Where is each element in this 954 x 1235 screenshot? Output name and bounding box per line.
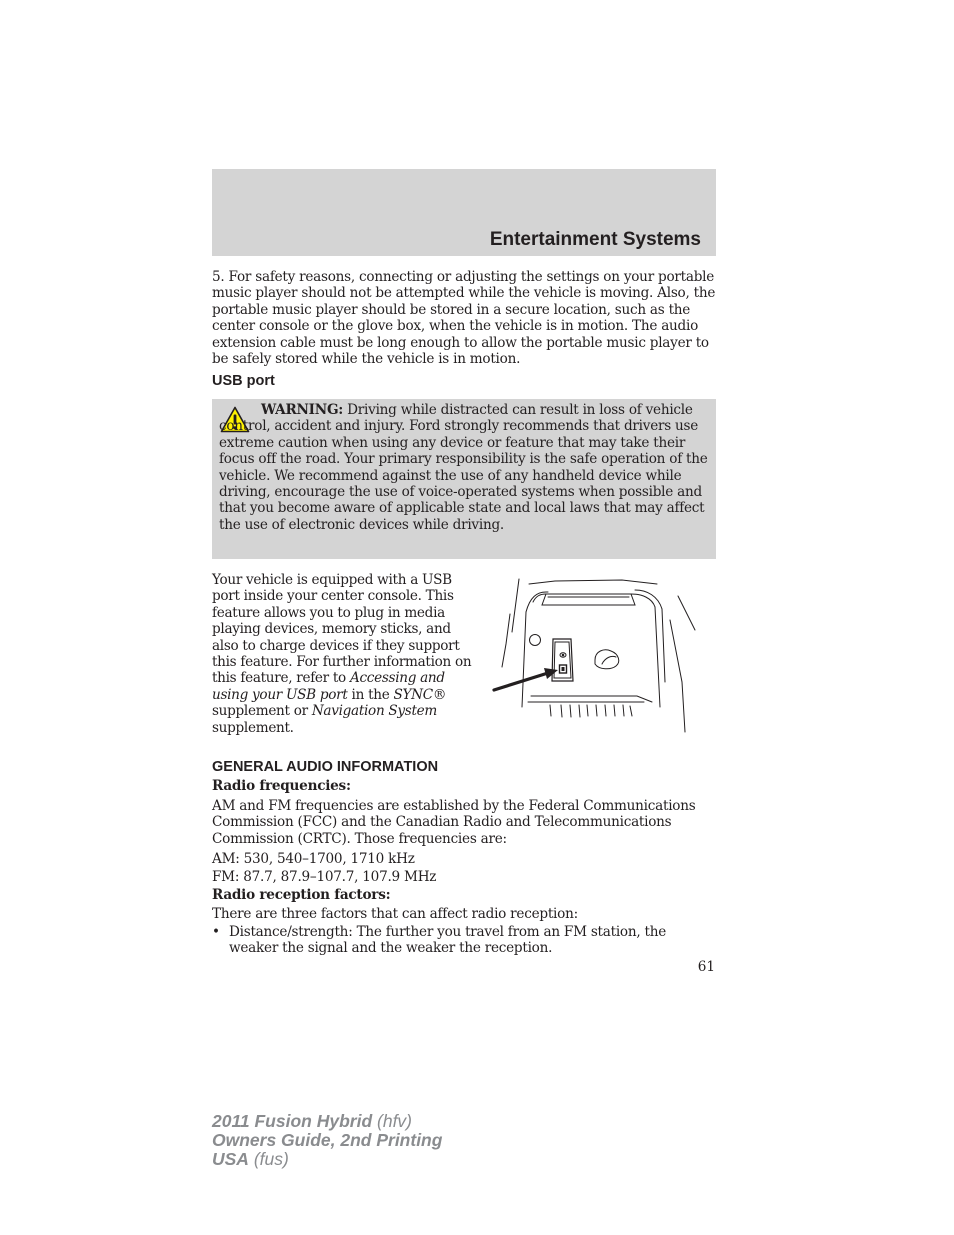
section-title: Entertainment Systems bbox=[489, 229, 701, 250]
radio-frequencies-label: Radio frequencies: bbox=[212, 778, 351, 794]
footer-market: USA bbox=[212, 1149, 249, 1169]
usb-desc-text-3: supplement or bbox=[212, 703, 312, 720]
bullet-icon: • bbox=[212, 924, 220, 940]
usb-desc-text-1: Your vehicle is equipped with a USB port inside your center console. This feature allows you to plug in media playing devices, memory sticks, and also to charge devices if they support this feature. For further information on this feature, refer to bbox=[212, 572, 472, 687]
intro-paragraph: 5. For safety reasons, connecting or adjusting the settings on your portable music player should not be attempted while the vehicle is moving. Also, the portable music player should be stored in a secure location, such as the center console or the glove box, when the vehicle is in motion. The audio extension cable must be long enough to allow the portable music player to be safely stored while the vehicle is in motion. bbox=[212, 269, 716, 368]
usb-desc-reference-2: SYNC® bbox=[393, 686, 447, 703]
pointer-arrow-icon bbox=[494, 668, 558, 690]
section-header-band bbox=[212, 169, 716, 256]
warning-text bbox=[219, 402, 710, 533]
footer-line-3 bbox=[212, 1150, 442, 1169]
usb-description bbox=[212, 572, 472, 736]
page-number: 61 bbox=[697, 959, 715, 975]
reception-factors-label: Radio reception factors: bbox=[212, 887, 391, 903]
footer-model: 2011 Fusion Hybrid bbox=[212, 1111, 373, 1131]
usb-desc-reference-3: Navigation System bbox=[311, 703, 437, 720]
usb-port-heading: USB port bbox=[212, 373, 275, 389]
warning-body: Driving while distracted can result in loss of vehicle control, accident and injury. Ford strongly recommends that drivers use extreme caution when using any device or feature that may take their focus off the road. Your primary responsibility is the safe operation of the vehicle. We recommend against the use of any handheld device while driving, encourage the use of voice-operated systems when possible and that you become aware of applicable state and local laws that may affect the use of electronic devices while driving. bbox=[219, 402, 708, 533]
footer-line-1 bbox=[212, 1112, 442, 1131]
footer-model-code: (hfv) bbox=[372, 1111, 413, 1131]
am-frequencies: AM: 530, 540–1700, 1710 kHz bbox=[212, 851, 415, 867]
usb-desc-reference-1: Accessing and using your USB port bbox=[212, 670, 445, 703]
document-footer bbox=[212, 1112, 442, 1169]
general-audio-heading: GENERAL AUDIO INFORMATION bbox=[212, 759, 439, 775]
usb-desc-text-4: supplement. bbox=[212, 719, 294, 736]
warning-box bbox=[212, 399, 716, 559]
reception-factors-intro: There are three factors that can affect radio reception: bbox=[212, 906, 578, 922]
fm-frequencies: FM: 87.7, 87.9–107.7, 107.9 MHz bbox=[212, 869, 437, 885]
footer-edition: Owners Guide, 2nd Printing bbox=[212, 1130, 443, 1150]
bullet-text: Distance/strength: The further you travel from an FM station, the weaker the signal and the weaker the reception. bbox=[229, 924, 667, 957]
radio-frequencies-paragraph: AM and FM frequencies are established by the Federal Communications Commission (FCC) and the Canadian Radio and Telecommunications Commission (CRTC). Those frequencies are: bbox=[212, 798, 696, 847]
usb-port-illustration bbox=[492, 572, 717, 735]
footer-market-code: (fus) bbox=[248, 1149, 289, 1169]
warning-label: WARNING: bbox=[261, 402, 344, 418]
footer-line-2 bbox=[212, 1131, 442, 1150]
usb-desc-text-2: in the bbox=[347, 686, 394, 703]
